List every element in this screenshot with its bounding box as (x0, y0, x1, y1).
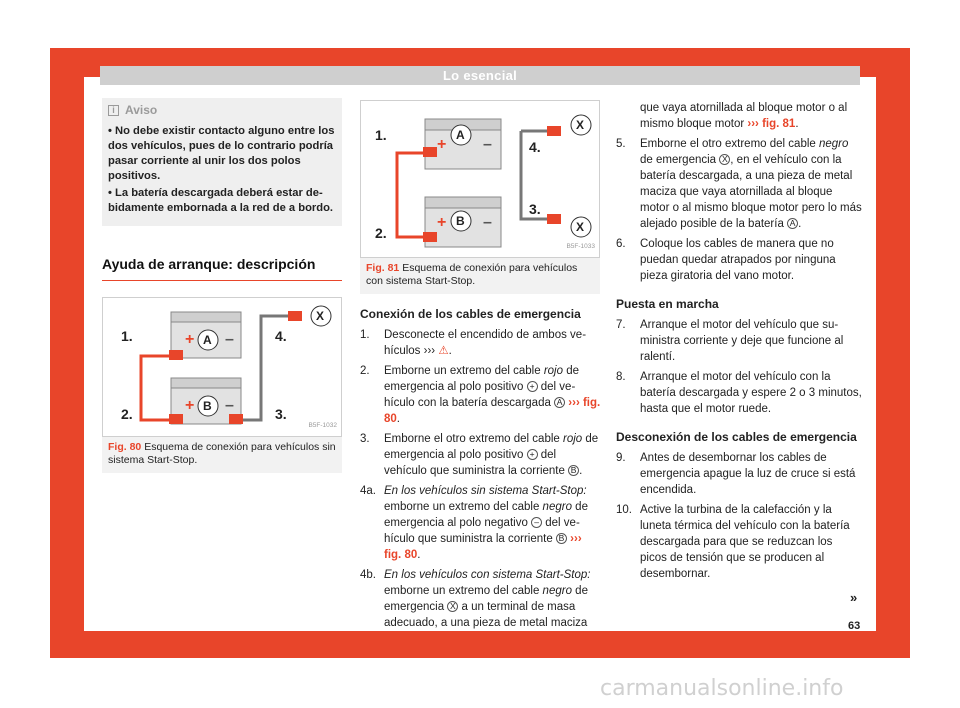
step-label-4: 4. (529, 139, 541, 155)
step-text: Coloque los cables de manera que no puedan quedar atrapados por ninguna pieza giratoria del vano motor. (640, 238, 836, 282)
step-10 (616, 502, 862, 582)
figure-link[interactable]: ››› fig. 80 (384, 397, 601, 425)
x-badge: X (447, 601, 458, 612)
step-4b-continued (616, 100, 862, 132)
step-2-part-c: del vehículo con la batería descargada (384, 381, 576, 409)
a-badge: A (787, 218, 798, 229)
step-number: 6. (616, 238, 626, 250)
step-number: 4b. (360, 569, 376, 581)
jumper-diagram-80 (103, 298, 342, 437)
label-b: B (203, 399, 212, 413)
step-text (384, 567, 602, 631)
jumper-diagram-81 (361, 101, 600, 258)
svg-text:–: – (225, 331, 234, 348)
figure-81 (360, 100, 602, 294)
cable-color-black: negro (542, 585, 572, 597)
figure-link[interactable]: ››› fig. 80 (384, 533, 582, 561)
figure-link[interactable]: ››› fig. 81 (747, 118, 796, 130)
step-label-3: 3. (275, 406, 287, 422)
disconnect-title: Desconexión de los cables de emergencia (616, 430, 857, 444)
warning-box (102, 98, 342, 226)
clamp (288, 311, 302, 321)
step-3-part-b: de emergencia al polo positivo (384, 433, 599, 461)
step-6 (616, 236, 862, 284)
clamp (169, 350, 183, 360)
label-x: X (316, 309, 325, 323)
plus-badge: + (527, 381, 538, 392)
clamp (547, 126, 561, 136)
warning-item-text: La batería descargada deberá estar debidamente embornada a la red de a bordo. (108, 187, 334, 214)
clamp (229, 414, 243, 424)
svg-text:–: – (225, 397, 234, 414)
step-4b-part-b: de emergencia (384, 585, 588, 613)
cable-color-black: negro (819, 138, 849, 150)
step-1 (360, 327, 602, 359)
continued-text: que vaya atornillada al bloque motor o al mismo bloque motor (640, 102, 848, 130)
svg-text:+: + (185, 331, 195, 348)
clamp (423, 232, 437, 242)
step-text: que vaya atornillada al bloque motor o al mismo bloque motor ››› fig. 81. (640, 102, 848, 130)
step-number: 5. (616, 138, 626, 150)
warning-title-text: Aviso (125, 103, 158, 117)
step-7 (616, 317, 862, 365)
label-x: X (576, 118, 585, 132)
watermark: carmanualsonline.info (600, 676, 844, 701)
step-text: Emborne el otro extremo del cable rojo de emergencia al polo positivo + del vehículo que suministra la corriente B . (384, 433, 599, 477)
step-label-2: 2. (121, 406, 133, 422)
step-text: Desconecte el encendido de ambos vehículos ››› ⚠. (384, 329, 587, 357)
label-x: X (576, 220, 585, 234)
step-text: Emborne un extremo del cable rojo de emergencia al polo positivo + del vehículo con la batería descargada A ››› fig. 80. (384, 365, 601, 425)
warning-item: • La batería descargada deberá estar debidamente embornada a la red de a bordo. (108, 187, 334, 214)
step-text: Emborne el otro extremo del cable negro de emergencia X , en el vehículo con la batería descargada, a una pieza de metal maciza que vaya atornillada al bloque motor o al mismo bloque motor pero lo más alejado posible de la batería A . (640, 138, 862, 230)
step-number-empty (616, 100, 640, 132)
figure-code: B5F-1033 (566, 243, 595, 250)
step-4a (360, 483, 602, 563)
label-b: B (456, 214, 465, 228)
figure-80-caption (102, 437, 342, 473)
step-4b-part-c: a un terminal de masa adecuado, a una pieza de metal maciza (384, 601, 588, 629)
section-title: Ayuda de arranque: descripción (102, 256, 342, 281)
cable-color-red: rojo (543, 365, 564, 377)
step-3-part-a: Emborne el otro extremo del cable (384, 433, 560, 445)
step-number: 10. (616, 504, 632, 516)
figure-number: Fig. 80 (108, 441, 142, 453)
step-text: Antes de desembornar los cables de emergencia apague la luz de cruce si está encendida. (640, 452, 856, 496)
figure-80 (102, 297, 342, 473)
step-text: Arranque el motor del vehículo que suministra corriente y deje que funcione al ralentí. (640, 319, 844, 363)
start-title: Puesta en marcha (616, 297, 719, 311)
b-badge: B (568, 465, 579, 476)
step-number: 3. (360, 433, 370, 445)
step-number: 2. (360, 365, 370, 377)
figure-80-image (102, 297, 342, 437)
warning-title (108, 102, 336, 118)
figure-caption-text: Esquema de conexión para vehículos sin sistema Start-Stop. (108, 441, 336, 466)
label-a: A (456, 128, 465, 142)
info-icon: i (108, 105, 119, 116)
step-4a-condition: En los vehículos sin sistema Start-Stop: (384, 485, 587, 497)
clamp (547, 214, 561, 224)
step-number: 4a. (360, 485, 376, 497)
b-badge: B (556, 533, 567, 544)
figure-81-caption (360, 258, 600, 294)
svg-text:+: + (437, 214, 447, 231)
red-cable (397, 153, 427, 237)
step-number: 1. (360, 329, 370, 341)
step-4b-part-a: emborne un extremo del cable (384, 585, 540, 597)
step-text: En los vehículos sin sistema Start-Stop: emborne un extremo del cable negro de emergencia al polo negativo – del vehículo que suministra la corriente B ››› fig. 80. (384, 485, 588, 561)
step-2 (360, 363, 602, 427)
minus-badge: – (531, 517, 542, 528)
page-number: 63 (848, 620, 861, 632)
warning-item-text: No debe existir contacto alguno entre los dos vehículos, pues de lo contrario podría pasar corriente al unir los dos polos positivos. (108, 125, 335, 182)
step-number: 7. (616, 319, 626, 331)
cable-color-red: rojo (563, 433, 583, 445)
step-4a-part-b: de emergencia al polo negativo (384, 501, 588, 529)
step-4b (360, 567, 602, 631)
step-5-part-a: Emborne el otro extremo del cable (640, 138, 816, 150)
step-label-1: 1. (375, 127, 387, 143)
step-label-3: 3. (529, 201, 541, 217)
step-5 (616, 136, 862, 232)
figure-code: B5F-1032 (308, 422, 337, 429)
x-badge: X (719, 154, 730, 165)
step-2-part-b: de emergencia al polo positivo (384, 365, 580, 393)
step-label-1: 1. (121, 328, 133, 344)
svg-text:+: + (185, 397, 195, 414)
a-badge: A (554, 397, 565, 408)
column-1 (102, 98, 342, 473)
figure-81-image (360, 100, 600, 258)
svg-text:+: + (437, 136, 447, 153)
column-3 (616, 100, 862, 586)
clamp (423, 147, 437, 157)
step-5-part-b: de emergencia (640, 154, 717, 166)
step-4a-part-a: emborne un extremo del cable (384, 501, 540, 513)
red-cable (141, 356, 173, 420)
step-3-part-c: del vehículo que suministra la corriente (384, 449, 565, 477)
step-label-4: 4. (275, 328, 287, 344)
svg-text:–: – (483, 136, 492, 153)
step-number: 8. (616, 371, 626, 383)
step-2-part-a: Emborne un extremo del cable (384, 365, 541, 377)
page-header: Lo esencial (100, 66, 860, 85)
step-1-text: Desconecte el encendido de ambos vehículos ››› (384, 329, 587, 357)
step-3 (360, 431, 602, 479)
step-label-2: 2. (375, 225, 387, 241)
warning-triangle-icon: ⚠ (438, 345, 449, 357)
figure-caption-text: Esquema de conexión para vehículos con sistema Start-Stop. (366, 262, 578, 287)
connect-title: Conexión de los cables de emergencia (360, 307, 581, 321)
step-number: 9. (616, 452, 626, 464)
step-text: Arranque el motor del vehículo con la batería descargada y espere 2 o 3 minutos, hasta que el motor ruede. (640, 371, 862, 415)
step-4a-part-c: del vehículo que suministra la corriente (384, 517, 580, 545)
plus-badge: + (527, 449, 538, 460)
column-2 (360, 100, 602, 635)
step-4b-condition: En los vehículos con sistema Start-Stop: (384, 569, 591, 581)
step-9 (616, 450, 862, 498)
label-a: A (203, 333, 212, 347)
step-8 (616, 369, 862, 417)
figure-number: Fig. 81 (366, 262, 400, 274)
step-5-part-c: , en el vehículo con la batería descargada, a una pieza de metal maciza que vaya atornillada al bloque motor o al mismo bloque motor pero lo más alejado posible de la batería (640, 154, 862, 230)
step-text: Active la turbina de la calefacción y la luneta térmica del vehículo con la batería descargada para que se reduzcan los picos de tensión que se producen al desembornar. (640, 504, 850, 580)
svg-text:–: – (483, 214, 492, 231)
clamp (169, 414, 183, 424)
cable-color-black: negro (542, 501, 572, 513)
black-cable (235, 316, 299, 420)
warning-item: • No debe existir contacto alguno entre los dos vehículos, pues de lo contrario podría pasar corriente al unir los dos polos positivos. (108, 125, 335, 182)
continue-marker: » (850, 590, 858, 605)
